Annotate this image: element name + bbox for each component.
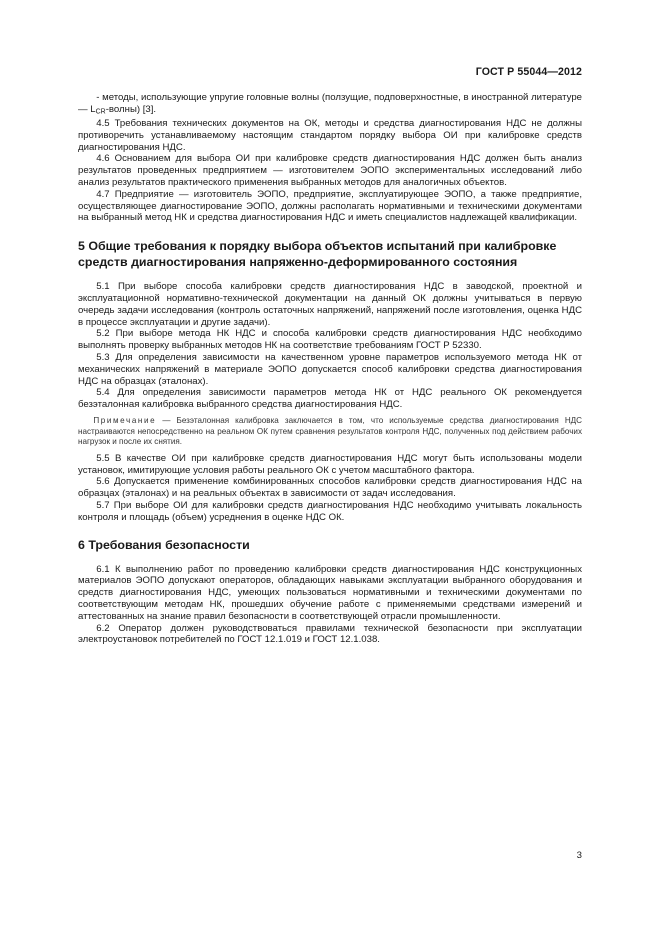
note-label: Примечание (93, 416, 157, 426)
paragraph-5-6: 5.6 Допускается применение комбинированных способов калибровки средств диагностирования НДС на образцах (эталонах) и на реальных объектах в зависимости от задач исследования. (78, 476, 582, 500)
paragraph-text: - методы, использующие упругие головные волны (ползущие, подповерхностные, в иностранной литературе — L (78, 92, 582, 115)
page-number: 3 (576, 850, 582, 861)
paragraph-4-5: 4.5 Требования технических документов на ОК, методы и средства диагностирования НДС не должны противоречить устанавливаемому настоящим стандартом порядку выбора ОИ при калибровке средств диагностирования НДС. (78, 118, 582, 153)
section-heading-6: 6 Требования безопасности (78, 537, 250, 552)
paragraph-5-7: 5.7 При выборе ОИ для калибровки средств диагностирования НДС необходимо учитывать локальность контроля и площадь (объем) усреднения в оценке НДС ОК. (78, 500, 582, 523)
note-block (78, 416, 582, 448)
paragraph-4-6: 4.6 Основанием для выбора ОИ при калибровке средств диагностирования НДС должен быть анализ результатов проведенных предприятием — изготовителем ЭОПО экспериментальных исследований либо анализ результатов практического применения выбранных методов для аналогичных объектов. (78, 153, 582, 189)
paragraph-6-1: 6.1 К выполнению работ по проведению калибровки средств диагностирования НДС конструкционных материалов ЭОПО допускают операторов, обладающих навыками эксплуатации выбранного оборудования и средств диагностирования НДС, умеющих пользоваться нормативными и техническими документами по соответствующим методам НК, прошедших обучение работе с применяемыми средствами измерений и аттестованных на знание правил безопасности в соответствующей отрасли промышленности. (78, 563, 582, 622)
paragraph-4-7: 4.7 Предприятие — изготовитель ЭОПО, предприятие, эксплуатирующее ЭОПО, а также предприятие, осуществляющее диагностирование ЭОПО, должны располагать нормативными и техническими документами на выбранный метод НК и средства диагностирования НДС и иметь специалистов надлежащей квалификации. (78, 188, 582, 224)
paragraph-5-2: 5.2 При выборе метода НК НДС и способа калибровки средств диагностирования НДС необходимо выполнять проверку выбранных методов НК на соответствие требованиям ГОСТ Р 52330. (78, 328, 582, 352)
paragraph-5-3: 5.3 Для определения зависимости на качественном уровне параметров используемого метода НК от механических напряжений в материале ЭОПО допускается способ калибровки средства диагностирования НДС на образцах (эталонах). (78, 352, 582, 387)
section-heading-5: 5 Общие требования к порядку выбора объектов испытаний при калибровке средств диагностирования напряженно-деформированного состояния (78, 239, 557, 270)
page-content (78, 92, 582, 646)
paragraph-methods-list-item (78, 92, 582, 118)
subscript-cr: CR (95, 108, 106, 116)
note-text: — Безэталонная калибровка заключается в том, что используемые средства диагностирования НДС настраиваются непосредственно на реальном ОК путем сравнения результатов контроля НДС, полученных под действием рабочих нагрузок и после их снятия. (78, 416, 583, 447)
paragraph-text-continued: -волны) [3]. (105, 103, 157, 115)
paragraph-6-2: 6.2 Оператор должен руководствоваться правилами технической безопасности при эксплуатации электроустановок потребителей по ГОСТ 12.1.019 и ГОСТ 12.1.038. (78, 622, 582, 646)
paragraph-5-1: 5.1 При выборе способа калибровки средств диагностирования НДС в заводской, проектной и эксплуатационной нормативно-технической документации на данный ОК должны учитываться в первую очередь задачи исследования (контроль остаточных напряжений, напряжений после изготовления, оценка НДС в процессе эксплуатации и другие задачи). (78, 281, 582, 328)
page-header-standard-number: ГОСТ Р 55044—2012 (475, 66, 582, 78)
paragraph-5-4: 5.4 Для определения зависимости параметров метода НК от НДС реального ОК рекомендуется безэталонная калибровка выбранного средства диагностирования НДС. (78, 387, 582, 411)
paragraph-5-5: 5.5 В качестве ОИ при калибровке средств диагностирования НДС могут быть использованы модели установок, имитирующие условия работы реального ОК с учетом масштабного фактора. (78, 452, 582, 476)
